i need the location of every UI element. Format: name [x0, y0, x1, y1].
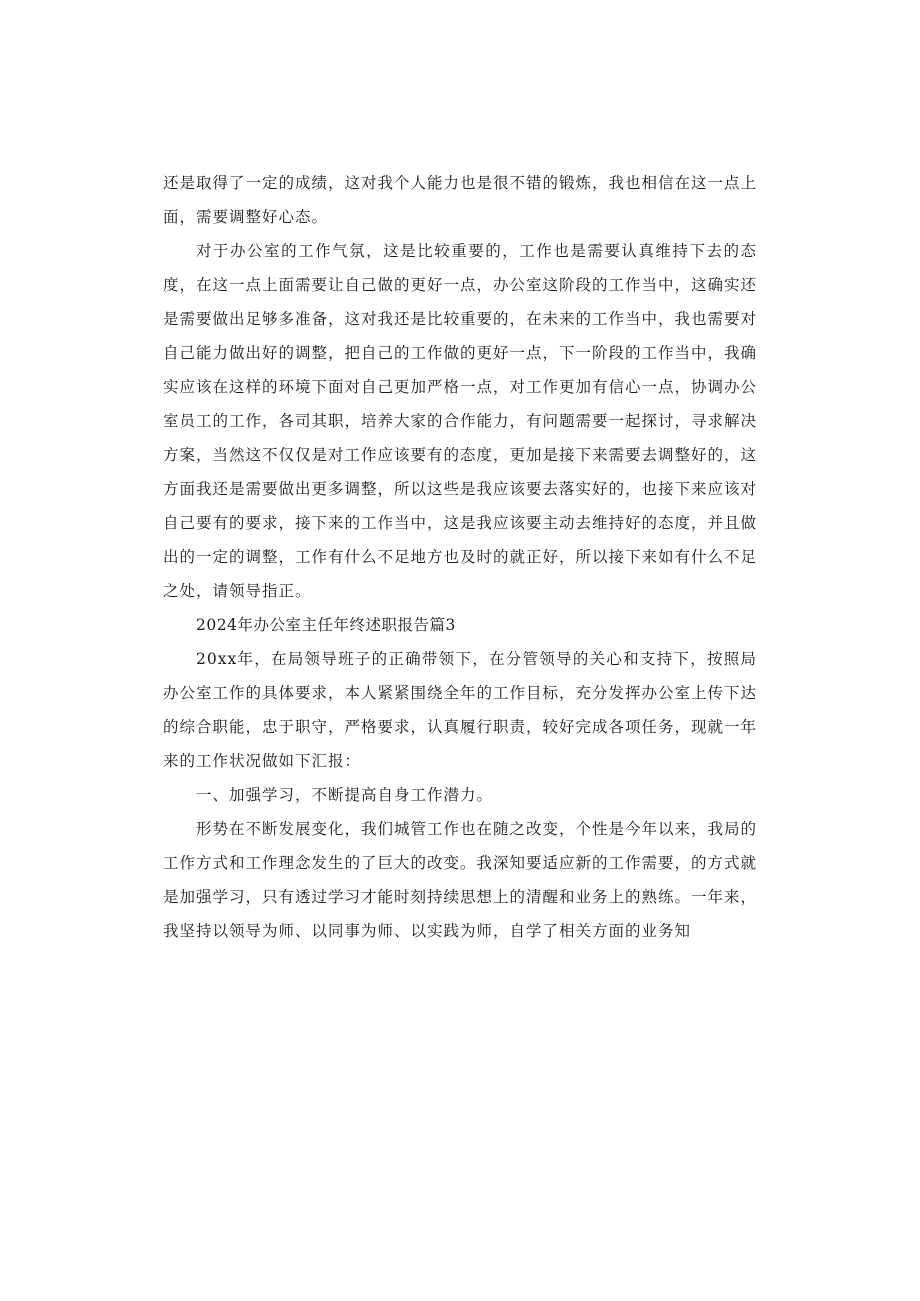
paragraph-subheading-study: 一、加强学习，不断提高自身工作潜力。: [196, 786, 494, 804]
paragraph-intro: 20xx年，在局领导班子的正确带领下，在分管领导的关心和支持下，按照局办公室工作的具体要求，本人紧紧围绕全年的工作目标，充分发挥办公室上传下达的综合职能，忠于职守，严格要求，认真履行职责，较好完成各项任务，现就一年来的工作状况做如下汇报：: [163, 650, 758, 770]
paragraph-office-atmosphere: 对于办公室的工作气氛，这是比较重要的，工作也是需要认真维持下去的态度，在这一点上面需要让自己做的更好一点，办公室这阶段的工作当中，这确实还是需要做出足够多准备，这对我还是比较重要的，在未来的工作当中，我也需要对自己能力做出好的调整，把自己的工作做的更好一点，下一阶段的工作当中，我确实应该在这样的环境下面对自己更加严格一点，对工作更加有信心一点，协调办公室员工的工作，各司其职，培养大家的合作能力，有问题需要一起探讨，寻求解决方案，当然这不仅仅是对工作应该要有的态度，更加是接下来需要去调整好的，这方面我还是需要做出更多调整，所以这些是我应该要去落实好的，也接下来应该对自己要有的要求，接下来的工作当中，这是我应该要主动去维持好的态度，并且做出的一定的调整，工作有什么不足地方也及时的就正好，所以接下来如有什么不足之处，请领导指正。: [163, 242, 758, 600]
document-body: [163, 166, 757, 948]
section-title: 2024年办公室主任年终述职报告篇3: [196, 616, 456, 634]
paragraph-study-details: 形势在不断发展变化，我们城管工作也在随之改变，个性是今年以来，我局的工作方式和工作理念发生的了巨大的改变。我深知要适应新的工作需要，的方式就是加强学习，只有透过学习才能时刻持续思想上的清醒和业务上的熟练。一年来，我坚持以领导为师、以同事为师、以实践为师，自学了相关方面的业务知: [163, 820, 758, 940]
paragraph-continuation: 还是取得了一定的成绩，这对我个人能力也是很不错的锻炼，我也相信在这一点上面，需要调整好心态。: [163, 174, 758, 226]
